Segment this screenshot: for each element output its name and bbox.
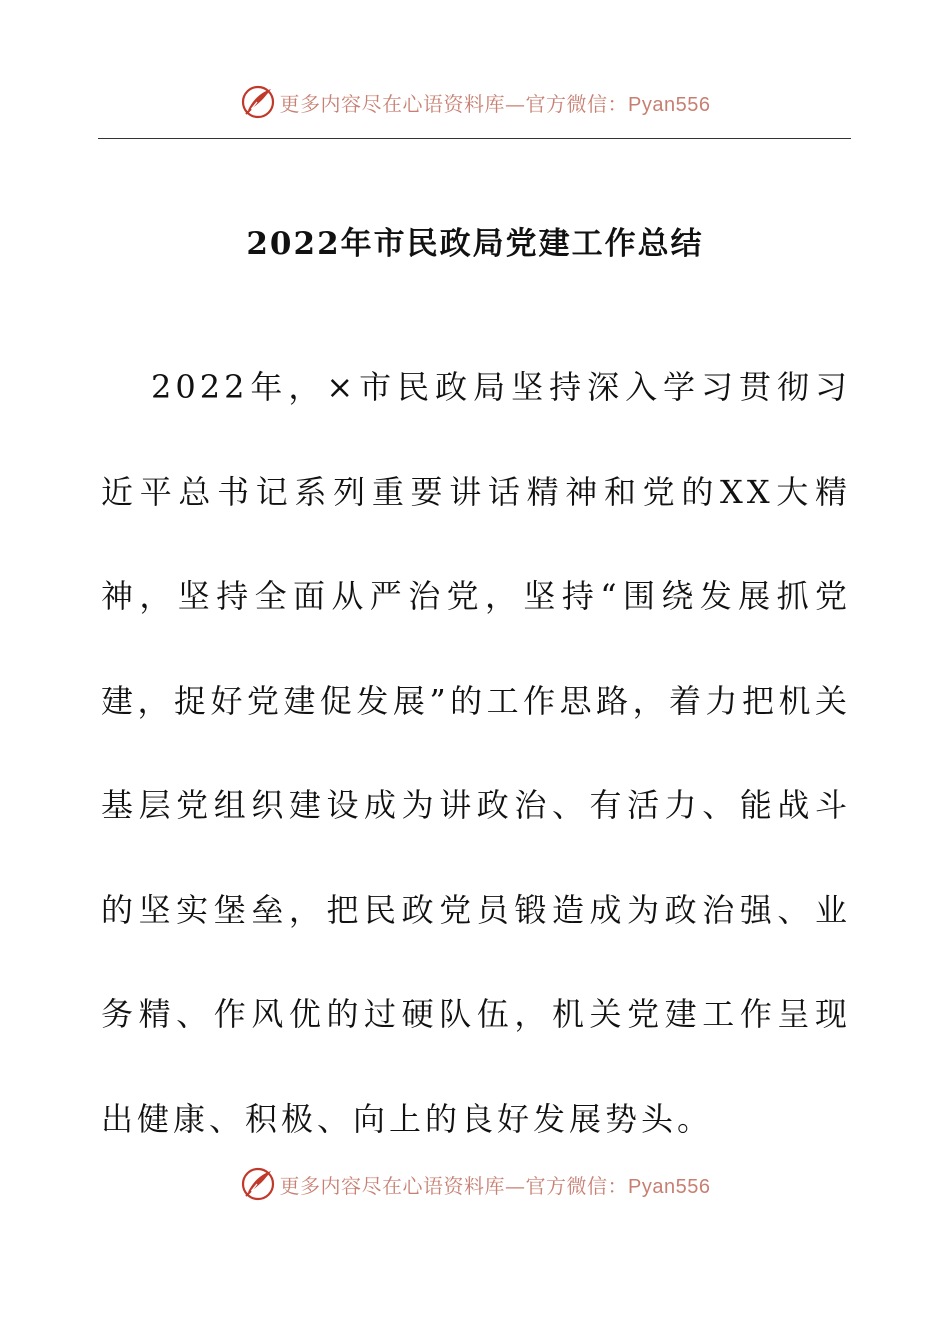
watermark-text <box>280 1170 711 1199</box>
header-watermark-banner <box>0 82 950 122</box>
feather-pen-logo-icon <box>240 84 276 120</box>
watermark-wechat-id: Pyan556 <box>628 93 711 116</box>
header-divider <box>98 138 851 139</box>
watermark-wechat-label: 官方微信： <box>525 91 629 116</box>
footer-watermark-banner <box>0 1164 950 1204</box>
feather-pen-logo-icon <box>240 1166 276 1202</box>
watermark-slogan: 更多内容尽在心语资料库 <box>279 91 506 116</box>
watermark-slogan: 更多内容尽在心语资料库 <box>279 1173 506 1198</box>
watermark-separator: — <box>505 91 526 116</box>
document-paragraph: 2022年，×市民政局坚持深入学习贯彻习近平总书记系列重要讲话精神和党的XX大精神，坚持全面从严治党，坚持“围绕发展抓党建，捉好党建促发展”的工作思路，着力把机关基层党组织建设成为讲政治、有活力、能战斗的坚实堡垒，把民政党员锻造成为政治强、业务精、作风优的过硬队伍，机关党建工作呈现出健康、积极、向上的良好发展势头。 <box>101 368 851 1138</box>
watermark-separator: — <box>505 1173 526 1198</box>
watermark-wechat-id: Pyan556 <box>628 1175 711 1198</box>
watermark-wechat-label: 官方微信： <box>525 1173 629 1198</box>
document-title: 2022年市民政局党建工作总结 <box>246 226 704 262</box>
watermark-text <box>280 88 711 117</box>
